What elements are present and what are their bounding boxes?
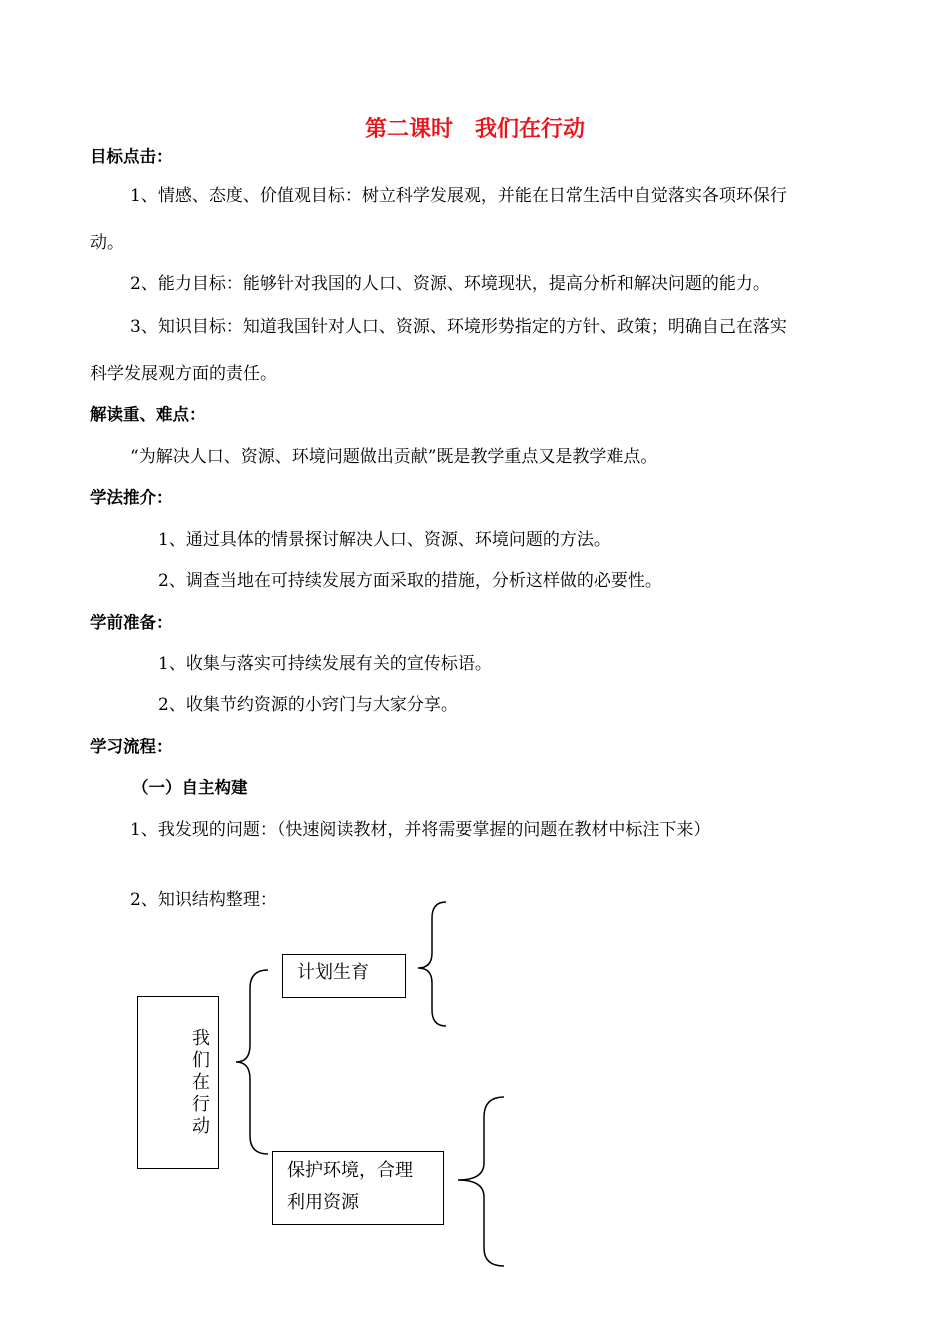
page-title: 第二课时 我们在行动 bbox=[364, 117, 585, 142]
brace-root bbox=[236, 970, 268, 1154]
preparation-item-2: 2、收集节约资源的小窍门与大家分享。 bbox=[158, 695, 458, 715]
goals-heading: 目标点击： bbox=[90, 147, 173, 166]
goals-item-1: 1、情感、态度、价值观目标：树立科学发展观，并能在日常生活中自觉落实各项环保行 bbox=[130, 186, 787, 206]
process-heading: 学习流程： bbox=[90, 737, 173, 756]
diagram-branch-2-label-line2: 利用资源 bbox=[287, 1192, 359, 1213]
brace-branch-2 bbox=[458, 1097, 504, 1266]
process-subheading: （一）自主构建 bbox=[132, 778, 248, 797]
preparation-item-1: 1、收集与落实可持续发展有关的宣传标语。 bbox=[158, 654, 492, 674]
methods-item-1: 1、通过具体的情景探讨解决人口、资源、环境问题的方法。 bbox=[158, 530, 611, 550]
diagram-branch-1-label: 计划生育 bbox=[297, 962, 369, 983]
preparation-heading: 学前准备： bbox=[90, 613, 173, 632]
goals-item-3: 3、知识目标：知道我国针对人口、资源、环境形势指定的方针、政策；明确自己在落实 bbox=[130, 317, 787, 337]
brace-branch-1 bbox=[418, 902, 446, 1026]
key-points-heading: 解读重、难点： bbox=[90, 405, 206, 424]
methods-item-2: 2、调查当地在可持续发展方面采取的措施，分析这样做的必要性。 bbox=[158, 571, 662, 591]
diagram-branch-2-label-line1: 保护环境，合理 bbox=[287, 1160, 413, 1181]
goals-item-1-cont: 动。 bbox=[90, 233, 124, 253]
goals-item-2: 2、能力目标：能够针对我国的人口、资源、环境现状，提高分析和解决问题的能力。 bbox=[130, 274, 770, 294]
goals-item-3-cont: 科学发展观方面的责任。 bbox=[90, 364, 277, 384]
process-item-1: 1、我发现的问题：（快速阅读教材，并将需要掌握的问题在教材中标注下来） bbox=[130, 820, 711, 840]
key-points-text: “为解决人口、资源、环境问题做出贡献”既是教学重点又是教学难点。 bbox=[130, 447, 658, 467]
process-item-2: 2、知识结构整理： bbox=[130, 890, 277, 910]
methods-heading: 学法推介： bbox=[90, 488, 173, 507]
diagram-root-label: 我们在行动 bbox=[192, 1028, 210, 1137]
